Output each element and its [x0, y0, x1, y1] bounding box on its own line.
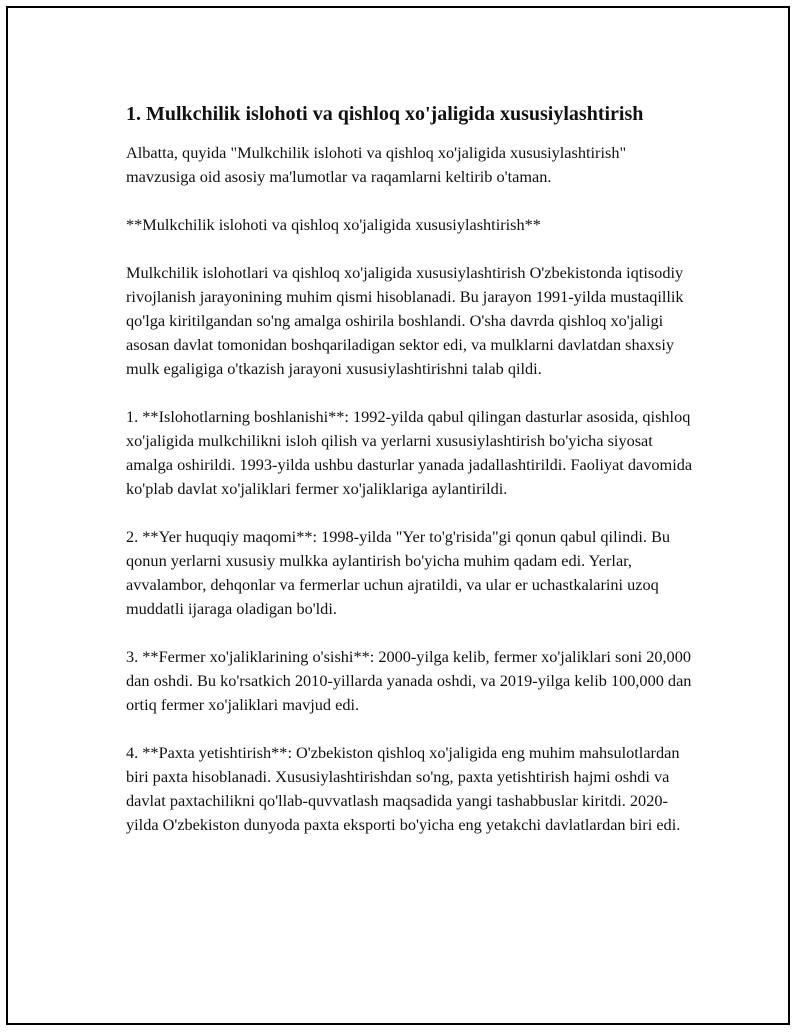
page-frame: [6, 6, 790, 1025]
intro-paragraph: Albatta, quyida "Mulkchilik islohoti va qishloq xo'jaligida xususiylashtirish" mavzusiga oid asosiy ma'lumotlar va raqamlarni keltirib o'taman.: [126, 143, 627, 186]
section-heading-paragraph: **Mulkchilik islohoti va qishloq xo'jaligida xususiylashtirish**: [126, 215, 541, 234]
document-title: 1. Mulkchilik islohoti va qishloq xo'jaligida xususiylashtirish: [126, 103, 644, 125]
cotton-paragraph: 4. **Paxta yetishtirish**: O'zbekiston qishloq xo'jaligida eng muhim mahsulotlardan biri paxta hisoblanadi. Xususiylashtirishdan so'ng, paxta yetishtirish hajmi oshdi va davlat paxtachilikni qo'llab-quvvatlash maqsadida yangi tashabbuslar kiritdi. 2020-yilda O'zbekiston dunyoda paxta eksporti bo'yicha eng yetakchi davlatlardan biri edi.: [126, 743, 681, 834]
farm-growth-paragraph: 3. **Fermer xo'jaliklarining o'sishi**: 2000-yilga kelib, fermer xo'jaliklari soni 20,000 dan oshdi. Bu ko'rsatkich 2010-yillarda yanada oshdi, va 2019-yilga kelib 100,000 dan ortiq fermer xo'jaliklari mavjud edi.: [126, 647, 692, 714]
reform-start-paragraph: 1. **Islohotlarning boshlanishi**: 1992-yilda qabul qilingan dasturlar asosida, qishloq xo'jaligida mulkchilikni isloh qilish va yerlarni xususiylashtirish bo'yicha siyosat amalga oshirildi. 1993-yilda ushbu dasturlar yanada jadallashtirildi. Faoliyat davomida ko'plab davlat xo'jaliklari fermer xo'jaliklariga aylantirildi.: [126, 407, 693, 498]
overview-paragraph: Mulkchilik islohotlari va qishloq xo'jaligida xususiylashtirish O'zbekistonda iqtisodiy rivojlanish jarayonining muhim qismi hisoblanadi. Bu jarayon 1991-yilda mustaqillik qo'lga kiritilgandan so'ng amalga oshirila boshlandi. O'sha davrda qishloq xo'jaligi asosan davlat tomonidan boshqariladigan sektor edi, va mulklarni davlatdan shaxsiy mulk egaligiga o'tkazish jarayoni xususiylashtirishni talab qildi.: [126, 263, 684, 378]
land-status-paragraph: 2. **Yer huquqiy maqomi**: 1998-yilda "Yer to'g'risida"gi qonun qabul qilindi. Bu qonun yerlarni xususiy mulkka aylantirish bo'yicha muhim qadam edi. Yerlar, avvalambor, dehqonlar va fermerlar uchun ajratildi, va ular er uchastkalarini uzoq muddatli ijaraga oladigan bo'ldi.: [126, 527, 671, 618]
document-body: [126, 101, 696, 861]
